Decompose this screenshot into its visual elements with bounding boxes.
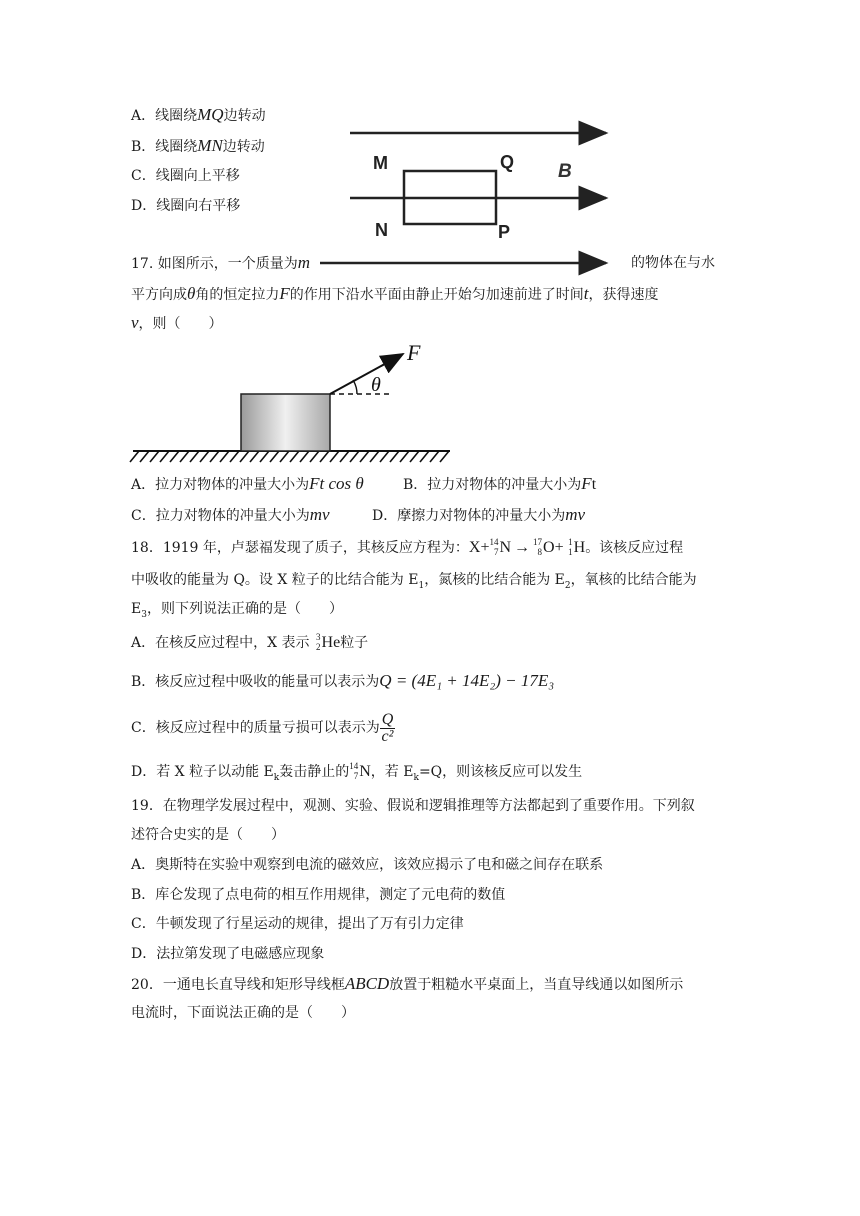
q17-stem-line1-right: 的物体在与水 (631, 255, 715, 271)
label-m: M (373, 153, 388, 173)
hatch-stroke (150, 451, 159, 462)
hatch-stroke (290, 451, 299, 462)
q16-figure (300, 118, 630, 278)
label-b: B (558, 161, 572, 182)
hatch-stroke (180, 451, 189, 462)
hatch-stroke (410, 451, 419, 462)
q17-option-d: D．摩擦力对物体的冲量大小为mv (372, 505, 586, 524)
hatch-stroke (130, 451, 139, 462)
q17-stem-line1-left: 17. 如图所示，一个质量为m (131, 253, 310, 272)
hatch-stroke (420, 451, 429, 462)
hatch-stroke (330, 451, 339, 462)
hatch-stroke (320, 451, 329, 462)
hatch-stroke (440, 451, 449, 462)
q17-option-a: A．拉力对物体的冲量大小为Ft cos θ (131, 474, 364, 493)
hatch-stroke (140, 451, 149, 462)
hatch-stroke (240, 451, 249, 462)
label-p: P (498, 222, 511, 242)
q18-option-c: C．核反应过程中的质量亏损可以表示为 $\frac{Q}{\text{c²}}$ (131, 710, 394, 745)
hatch-stroke (160, 451, 169, 462)
hatch-stroke (200, 451, 209, 462)
q18-option-a: A．在核反应过程中，X 表示 3 2 He粒子 (131, 632, 369, 652)
force-label: F (407, 340, 421, 365)
q20-stem-line2: 电流时，下面说法正确的是（ ） (131, 1005, 355, 1021)
hatch-stroke (310, 451, 319, 462)
q18-stem-line1: 18．1919 年，卢瑟福发现了质子，其核反应方程为：X+ 14 7 N → 17 8 O+ 1 1 H。该核反应过程 (131, 537, 684, 557)
hatch-stroke (340, 451, 349, 462)
theta-label: θ (371, 374, 381, 396)
q19-option-b: B．库仑发现了点电荷的相互作用规律，测定了元电荷的数值 (131, 887, 506, 903)
q19-option-d: D．法拉第发现了电磁感应现象 (131, 946, 325, 962)
label-n: N (375, 220, 388, 240)
q18-option-d: D．若 X 粒子以动能 $E_k$轰击静止的 14 7 N，若 $E_k=Q$，则该核反应可以发生 (131, 761, 583, 783)
hatch-stroke (390, 451, 399, 462)
q20-stem-line1: 20．一通电长直导线和矩形导线框ABCD放置于粗糙水平桌面上，当直导线通以如图所示 (131, 974, 684, 993)
q19-stem-line2: 述符合史实的是（ ） (131, 827, 285, 843)
q17-stem-line3: v，则（ ） (131, 313, 223, 332)
hatch-stroke (360, 451, 369, 462)
hatch-stroke (270, 451, 279, 462)
hatch-stroke (230, 451, 239, 462)
q18-option-b: B．核反应过程中吸收的能量可以表示为Q = (4E₁ + 14E₂) − 17E₃ (131, 671, 555, 690)
hatch-stroke (280, 451, 289, 462)
hatch-stroke (350, 451, 359, 462)
q18-stem-line3: $E_3$，则下列说法正确的是（ ） (131, 601, 343, 620)
q17-option-c: C．拉力对物体的冲量大小为mv (131, 505, 330, 524)
q16-option-b: B．线圈绕MN边转动 (131, 136, 265, 155)
hatch-stroke (400, 451, 409, 462)
hatch-stroke (260, 451, 269, 462)
hatch-stroke (300, 451, 309, 462)
q16-option-a: A．线圈绕MQ边转动 (131, 105, 266, 124)
q19-option-a: A．奥斯特在实验中观察到电流的磁效应，该效应揭示了电和磁之间存在联系 (131, 857, 604, 873)
force-arrow (330, 354, 403, 394)
q17-option-b: B．拉力对物体的冲量大小为Ft (403, 474, 597, 493)
hatch-stroke (250, 451, 259, 462)
q16-option-c: C．线圈向上平移 (131, 168, 240, 184)
q19-option-c: C．牛顿发现了行星运动的规律，提出了万有引力定律 (131, 916, 464, 932)
hatch-stroke (370, 451, 379, 462)
q18-stem-line2: 中吸收的能量为 Q。设 X 粒子的比结合能为 $E_1$，氮核的比结合能为 $E_2$，氧核的比结合能为 (131, 572, 697, 591)
hatch-stroke (210, 451, 219, 462)
q17-stem-line2: 平方向成θ角的恒定拉力F的作用下沿水平面由静止开始匀加速前进了时间t，获得速度 (131, 284, 659, 303)
hatch-stroke (190, 451, 199, 462)
hatch-stroke (380, 451, 389, 462)
hatch-stroke (430, 451, 439, 462)
ground-hatching (130, 451, 449, 462)
hatch-stroke (170, 451, 179, 462)
hatch-stroke (220, 451, 229, 462)
q19-stem-line1: 19．在物理学发展过程中，观测、实验、假说和逻辑推理等方法都起到了重要作用。下列叙 (131, 798, 695, 814)
q17-figure (125, 340, 460, 465)
q16-option-d: D．线圈向右平移 (131, 198, 241, 214)
block (241, 394, 330, 451)
label-q: Q (500, 152, 515, 172)
